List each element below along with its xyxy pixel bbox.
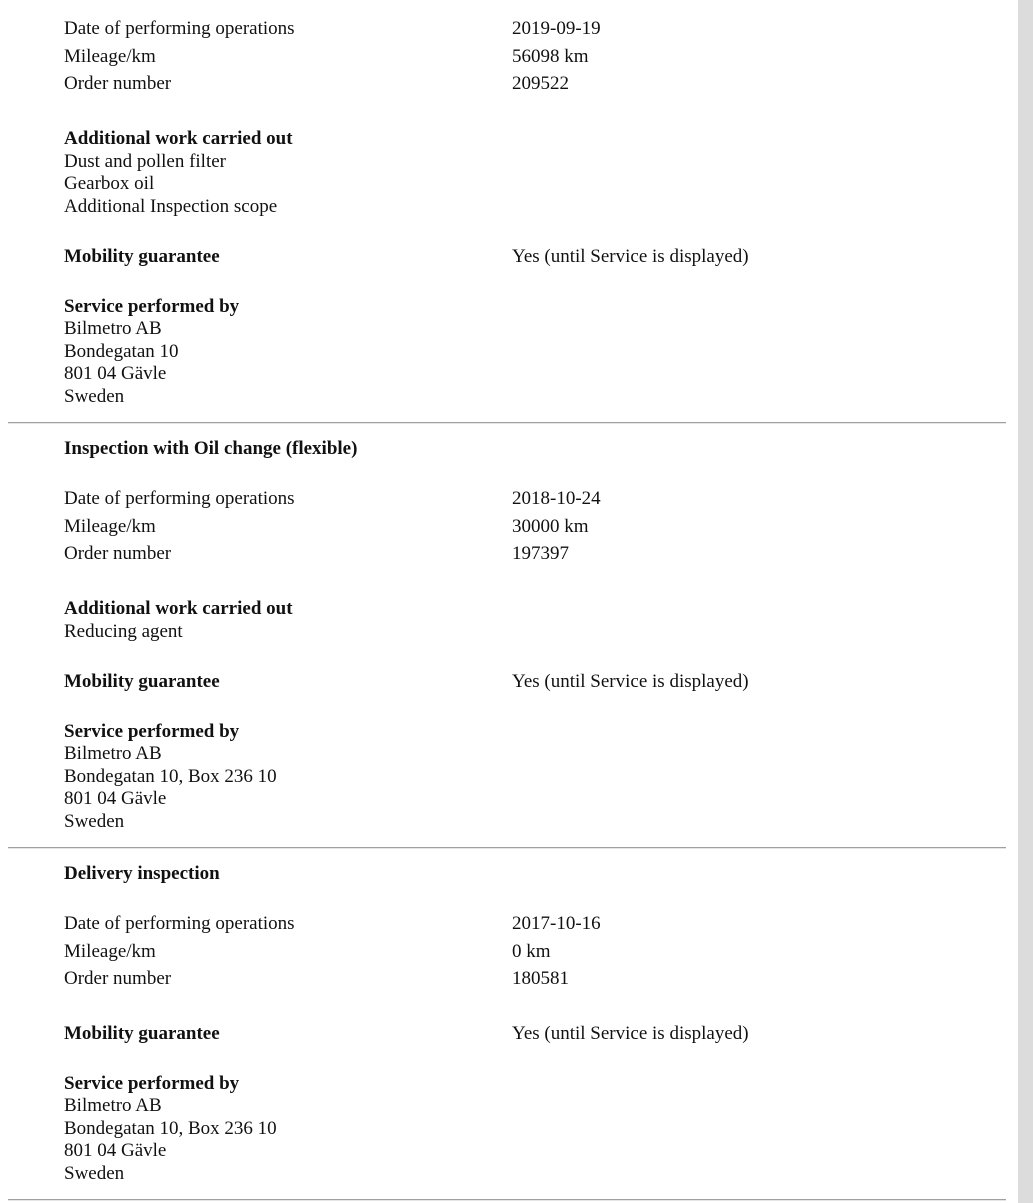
order-label: Order number [64,543,172,564]
mobility-guarantee-value: Yes (until Service is displayed) [512,671,749,692]
additional-work-heading: Additional work carried out [64,128,293,149]
order-value: 180581 [512,968,569,989]
vertical-scrollbar[interactable] [1018,0,1033,1203]
order-label: Order number [64,73,172,94]
additional-work-item: Additional Inspection scope [64,196,278,217]
mobility-guarantee-label: Mobility guarantee [64,671,220,692]
service-street: Bondegatan 10 [64,341,179,362]
additional-work-heading: Additional work carried out [64,598,293,619]
section-divider [8,847,1006,849]
service-country: Sweden [64,386,125,407]
mileage-label: Mileage/km [64,516,156,537]
section-divider [8,1199,1006,1201]
service-performed-heading: Service performed by [64,1073,240,1094]
service-street: Bondegatan 10, Box 236 10 [64,766,277,787]
date-value: 2019-09-19 [512,18,601,39]
date-label: Date of performing operations [64,488,295,509]
date-label: Date of performing operations [64,913,295,934]
mobility-guarantee-label: Mobility guarantee [64,1023,220,1044]
service-title: Inspection with Oil change (flexible) [64,438,358,459]
service-country: Sweden [64,1163,125,1184]
service-company: Bilmetro AB [64,318,162,339]
service-city: 801 04 Gävle [64,363,167,384]
additional-work-item: Gearbox oil [64,173,155,194]
service-city: 801 04 Gävle [64,1140,167,1161]
mobility-guarantee-value: Yes (until Service is displayed) [512,1023,749,1044]
additional-work-item: Reducing agent [64,621,183,642]
service-country: Sweden [64,811,125,832]
mileage-value: 30000 km [512,516,589,537]
mileage-value: 56098 km [512,46,589,67]
service-title: Delivery inspection [64,863,220,884]
mobility-guarantee-label: Mobility guarantee [64,246,220,267]
order-value: 209522 [512,73,569,94]
date-value: 2018-10-24 [512,488,601,509]
service-performed-heading: Service performed by [64,296,240,317]
service-company: Bilmetro AB [64,1095,162,1116]
date-label: Date of performing operations [64,18,295,39]
order-value: 197397 [512,543,569,564]
order-label: Order number [64,968,172,989]
mileage-label: Mileage/km [64,941,156,962]
service-company: Bilmetro AB [64,743,162,764]
section-divider [8,422,1006,424]
service-city: 801 04 Gävle [64,788,167,809]
service-street: Bondegatan 10, Box 236 10 [64,1118,277,1139]
service-performed-heading: Service performed by [64,721,240,742]
additional-work-item: Dust and pollen filter [64,151,226,172]
mobility-guarantee-value: Yes (until Service is displayed) [512,246,749,267]
date-value: 2017-10-16 [512,913,601,934]
mileage-value: 0 km [512,941,551,962]
mileage-label: Mileage/km [64,46,156,67]
